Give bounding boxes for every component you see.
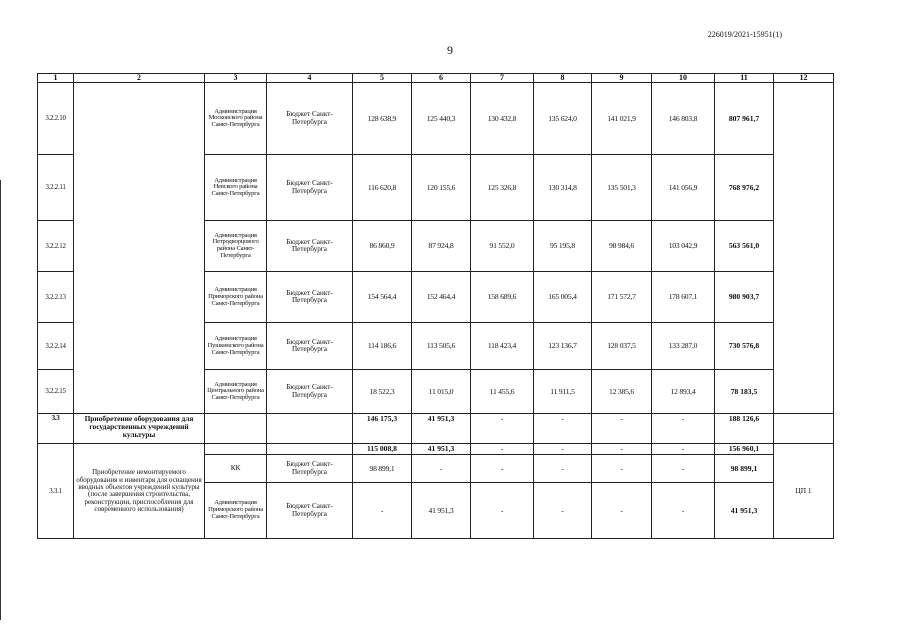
total-cell: 768 976,2: [715, 155, 774, 221]
funding-source-cell: Бюджет Санкт-Петербурга: [267, 323, 353, 370]
header-cell: 7: [471, 74, 534, 83]
value-cell: -: [412, 455, 471, 483]
value-cell: -: [592, 483, 652, 539]
executor-cell: Администрация Пушкинского района Санкт-Петербурга: [205, 323, 267, 370]
total-cell: 78 183,5: [715, 370, 774, 414]
value-cell: 133 287,0: [652, 323, 715, 370]
header-cell: 5: [353, 74, 412, 83]
scan-edge-line: [0, 180, 1, 620]
executor-cell: [205, 414, 267, 444]
row-number: 3.2.2.15: [38, 370, 74, 414]
header-cell: 10: [652, 74, 715, 83]
total-cell: 730 576,8: [715, 323, 774, 370]
table-row: [38, 83, 834, 155]
value-cell: 158 689,6: [471, 272, 534, 323]
total-cell: 98 899,1: [715, 455, 774, 483]
funding-source-cell: Бюджет Санкт-Петербурга: [267, 83, 353, 155]
value-cell: 98 984,6: [592, 221, 652, 272]
total-cell: 41 951,3: [412, 414, 471, 444]
value-cell: 141 056,9: [652, 155, 715, 221]
header-cell: 8: [534, 74, 592, 83]
executor-cell: Администрация Петродворцового района Санкт-Петербурга: [205, 221, 267, 272]
section-row: [38, 414, 834, 444]
value-cell: 152 464,4: [412, 272, 471, 323]
value-cell: 130 314,8: [534, 155, 592, 221]
value-cell: 165 005,4: [534, 272, 592, 323]
document-number: 226019/2021-15951(1): [707, 30, 782, 39]
value-cell: -: [534, 455, 592, 483]
value-cell: 11 015,0: [412, 370, 471, 414]
executor-cell: [205, 444, 267, 455]
executor-cell: Администрация Невского района Санкт-Петербурга: [205, 155, 267, 221]
page-number: 9: [447, 43, 453, 57]
value-cell: -: [652, 444, 715, 455]
value-cell: 135 501,3: [592, 155, 652, 221]
value-cell: 146 803,8: [652, 83, 715, 155]
row-number: 3.3: [38, 414, 74, 444]
value-cell: 98 899,1: [353, 455, 412, 483]
row-number: 3.2.2.10: [38, 83, 74, 155]
total-cell: 563 561,0: [715, 221, 774, 272]
value-cell: -: [592, 455, 652, 483]
header-cell: 2: [74, 74, 205, 83]
value-cell: -: [534, 444, 592, 455]
funding-source-cell: [267, 414, 353, 444]
item-description: Приобретение немонтируемого оборудования и инвентаря для оснащения вводных объектов учреждений культуры (после завершения строительства, реконструкции, приспособления для современного использования): [74, 444, 205, 539]
value-cell: -: [471, 414, 534, 444]
executor-cell: Администрация Центрального района Санкт-Петербурга: [205, 370, 267, 414]
value-cell: 87 924,8: [412, 221, 471, 272]
value-cell: 12 385,6: [592, 370, 652, 414]
executor-cell: КК: [205, 455, 267, 483]
row-number: 3.2.2.12: [38, 221, 74, 272]
funding-source-cell: Бюджет Санкт-Петербурга: [267, 370, 353, 414]
funding-source-cell: Бюджет Санкт-Петербурга: [267, 155, 353, 221]
value-cell: 116 620,8: [353, 155, 412, 221]
header-cell: 1: [38, 74, 74, 83]
value-cell: 114 186,6: [353, 323, 412, 370]
row-number: 3.2.2.14: [38, 323, 74, 370]
funding-source-cell: Бюджет Санкт-Петербурга: [267, 221, 353, 272]
funding-source-cell: Бюджет Санкт-Петербурга: [267, 272, 353, 323]
header-cell: 4: [267, 74, 353, 83]
total-cell: 41 951,3: [715, 483, 774, 539]
value-cell: 11 455,6: [471, 370, 534, 414]
total-cell: 807 961,7: [715, 83, 774, 155]
value-cell: 154 564,4: [353, 272, 412, 323]
value-cell: 95 195,8: [534, 221, 592, 272]
value-cell: -: [534, 414, 592, 444]
section-row: [38, 444, 834, 455]
total-cell: 188 126,6: [715, 414, 774, 444]
value-cell: 128 037,5: [592, 323, 652, 370]
value-cell: 120 155,6: [412, 155, 471, 221]
note-cell: [774, 414, 834, 444]
header-cell: 9: [592, 74, 652, 83]
funding-source-cell: Бюджет Санкт-Петербурга: [267, 455, 353, 483]
value-cell: 130 432,8: [471, 83, 534, 155]
value-cell: 18 522,3: [353, 370, 412, 414]
executor-cell: Администрация Приморского района Санкт-Петербурга: [205, 483, 267, 539]
value-cell: 135 624,0: [534, 83, 592, 155]
value-cell: 12 893,4: [652, 370, 715, 414]
value-cell: 171 572,7: [592, 272, 652, 323]
merged-name-cell: [74, 83, 205, 414]
value-cell: -: [534, 483, 592, 539]
header-cell: 11: [715, 74, 774, 83]
value-cell: 91 552,0: [471, 221, 534, 272]
total-cell: 41 951,3: [412, 444, 471, 455]
value-cell: 125 326,8: [471, 155, 534, 221]
value-cell: 86 860,9: [353, 221, 412, 272]
value-cell: -: [471, 444, 534, 455]
total-cell: 115 008,8: [353, 444, 412, 455]
budget-table: [37, 73, 834, 539]
header-cell: 12: [774, 74, 834, 83]
value-cell: 178 607,1: [652, 272, 715, 323]
row-number: 3.2.2.13: [38, 272, 74, 323]
executor-cell: Администрация Приморского района Санкт-Петербурга: [205, 272, 267, 323]
value-cell: -: [471, 483, 534, 539]
value-cell: -: [592, 444, 652, 455]
value-cell: 118 423,4: [471, 323, 534, 370]
funding-source-cell: Бюджет Санкт-Петербурга: [267, 483, 353, 539]
value-cell: 128 638,9: [353, 83, 412, 155]
value-cell: -: [652, 455, 715, 483]
value-cell: -: [471, 455, 534, 483]
value-cell: 11 911,5: [534, 370, 592, 414]
program-code: ЦП 1: [774, 444, 834, 539]
funding-source-cell: [267, 444, 353, 455]
executor-cell: Администрация Московского района Санкт-Петербурга: [205, 83, 267, 155]
value-cell: -: [353, 483, 412, 539]
value-cell: 141 021,9: [592, 83, 652, 155]
total-cell: 980 903,7: [715, 272, 774, 323]
value-cell: 113 505,6: [412, 323, 471, 370]
section-title: Приобретение оборудования для государственных учреждений культуры: [74, 414, 205, 444]
value-cell: 125 440,3: [412, 83, 471, 155]
value-cell: -: [652, 414, 715, 444]
header-cell: 3: [205, 74, 267, 83]
total-cell: 156 960,1: [715, 444, 774, 455]
header-cell: 6: [412, 74, 471, 83]
value-cell: -: [592, 414, 652, 444]
total-cell: 146 175,3: [353, 414, 412, 444]
value-cell: 123 136,7: [534, 323, 592, 370]
row-number: 3.3.1: [38, 444, 74, 539]
row-number: 3.2.2.11: [38, 155, 74, 221]
value-cell: 103 042,9: [652, 221, 715, 272]
value-cell: -: [652, 483, 715, 539]
note-cell: [774, 83, 834, 414]
value-cell: 41 951,3: [412, 483, 471, 539]
table-header-row: [38, 74, 834, 83]
